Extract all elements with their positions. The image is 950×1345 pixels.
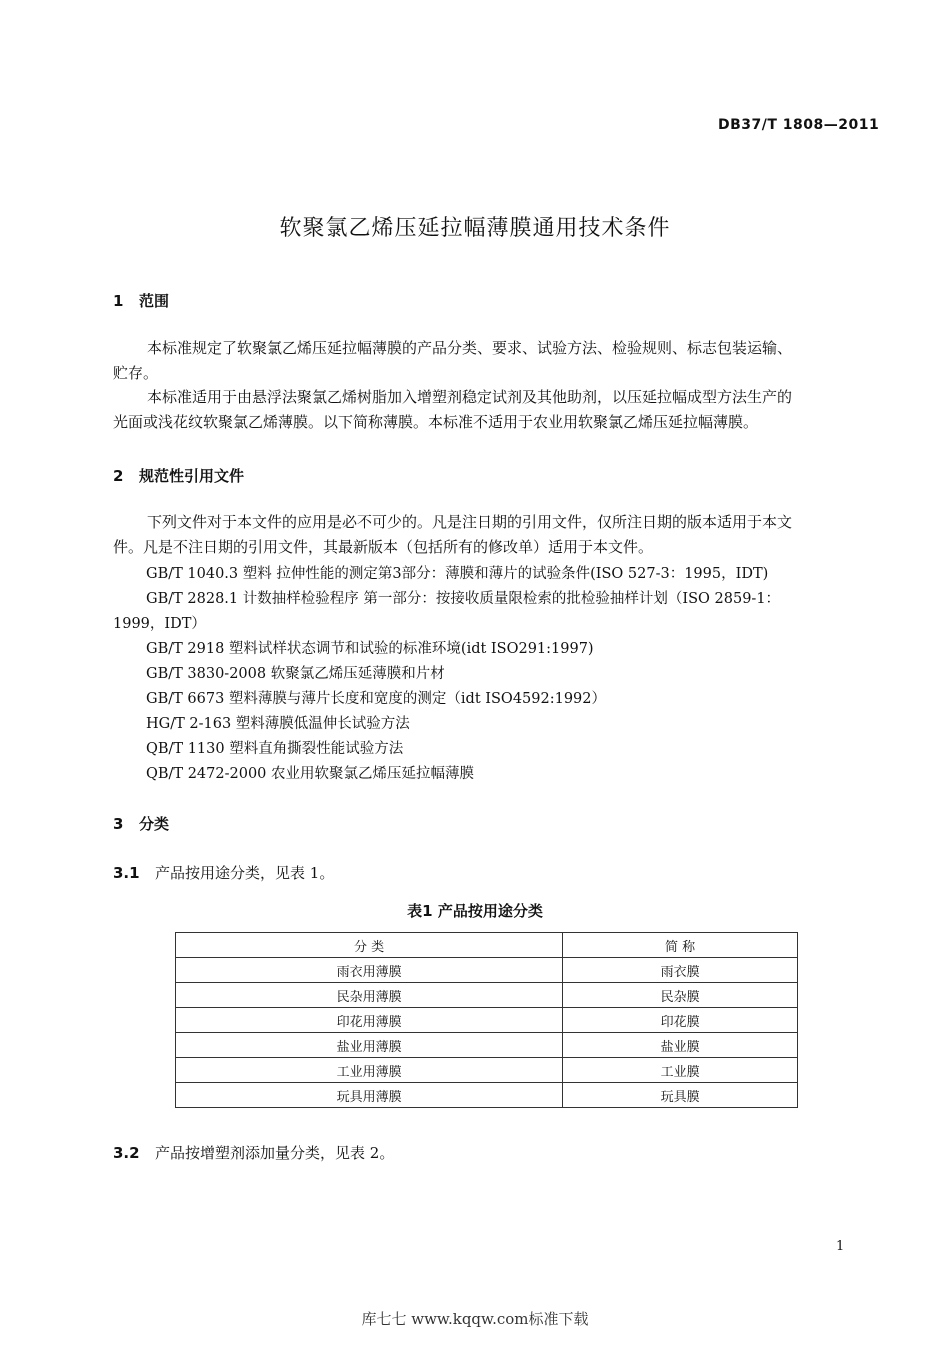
section-title: 范围 <box>139 292 170 310</box>
reference-item: GB/T 2828.1 计数抽样检验程序 第一部分：按接收质量限检索的批检验抽样计划（ISO 2859-1： <box>146 591 781 607</box>
page-number: 1 <box>836 1239 845 1254</box>
table-row <box>176 1008 798 1033</box>
section-number: 2 <box>113 467 124 485</box>
table-row <box>176 1083 798 1108</box>
reference-item: GB/T 2918 塑料试样状态调节和试验的标准环境(idt ISO291:1997) <box>146 641 594 657</box>
table-cell: 雨衣用薄膜 <box>176 958 563 983</box>
table-row <box>176 958 798 983</box>
section-3-heading <box>113 813 169 834</box>
document-title: 软聚氯乙烯压延拉幅薄膜通用技术条件 <box>279 216 671 241</box>
column-header-category: 分 类 <box>176 933 563 958</box>
scope-paragraph-1 <box>113 336 863 386</box>
scope-paragraph-2 <box>113 385 863 435</box>
reference-item-continuation: 1999，IDT） <box>113 616 206 632</box>
reference-item: GB/T 6673 塑料薄膜与薄片长度和宽度的测定（idt ISO4592:1992） <box>146 691 607 707</box>
table-1-caption: 表1 产品按用途分类 <box>407 902 543 920</box>
text-line: 本标准规定了软聚氯乙烯压延拉幅薄膜的产品分类、要求、试验方法、检验规则、标志包装运输、 <box>147 339 793 357</box>
references-intro <box>113 510 863 560</box>
table-cell: 印花用薄膜 <box>176 1008 563 1033</box>
table-cell: 盐业膜 <box>563 1033 798 1058</box>
reference-item: GB/T 3830-2008 软聚氯乙烯压延薄膜和片材 <box>146 666 445 682</box>
table-cell: 盐业用薄膜 <box>176 1033 563 1058</box>
subsection-text: 产品按用途分类，见表 1。 <box>155 864 335 882</box>
text-line: 本标准适用于由悬浮法聚氯乙烯树脂加入增塑剂稳定试剂及其他助剂，以压延拉幅成型方法生产的 <box>147 388 793 406</box>
column-header-short-name: 简 称 <box>563 933 798 958</box>
table-row <box>176 1033 798 1058</box>
table-cell: 工业用薄膜 <box>176 1058 563 1083</box>
table-cell: 民杂膜 <box>563 983 798 1008</box>
classification-table <box>175 932 798 1108</box>
text-line: 下列文件对于本文件的应用是必不可少的。凡是注日期的引用文件，仅所注日期的版本适用于本文 <box>147 513 793 531</box>
section-2-heading <box>113 465 244 486</box>
subsection-text: 产品按增塑剂添加量分类，见表 2。 <box>155 1144 395 1162</box>
text-line: 贮存。 <box>113 364 159 382</box>
table-cell: 玩具用薄膜 <box>176 1083 563 1108</box>
table-header-row <box>176 933 798 958</box>
table-row <box>176 1058 798 1083</box>
table-cell: 工业膜 <box>563 1058 798 1083</box>
reference-item: GB/T 1040.3 塑料 拉伸性能的测定第3部分：薄膜和薄片的试验条件(ISO 527-3：1995，IDT) <box>146 566 769 582</box>
table-cell: 印花膜 <box>563 1008 798 1033</box>
section-title: 分类 <box>139 815 170 833</box>
section-number: 3 <box>113 815 124 833</box>
subsection-3-1 <box>113 862 334 883</box>
footer-watermark: 库七七 www.kqqw.com标准下载 <box>361 1310 589 1328</box>
text-line: 件。凡是不注日期的引用文件，其最新版本（包括所有的修改单）适用于本文件。 <box>113 538 654 556</box>
table-cell: 民杂用薄膜 <box>176 983 563 1008</box>
reference-item: HG/T 2-163 塑料薄膜低温伸长试验方法 <box>146 716 410 732</box>
table-cell: 雨衣膜 <box>563 958 798 983</box>
text-line: 光面或浅花纹软聚氯乙烯薄膜。以下简称薄膜。本标准不适用于农业用软聚氯乙烯压延拉幅薄膜。 <box>113 413 759 431</box>
subsection-3-2 <box>113 1142 394 1163</box>
table-row <box>176 983 798 1008</box>
table-cell: 玩具膜 <box>563 1083 798 1108</box>
subsection-number: 3.1 <box>113 864 140 882</box>
section-title: 规范性引用文件 <box>139 467 245 485</box>
subsection-number: 3.2 <box>113 1144 140 1162</box>
section-number: 1 <box>113 292 124 310</box>
reference-item: QB/T 1130 塑料直角撕裂性能试验方法 <box>146 741 404 757</box>
reference-item: QB/T 2472-2000 农业用软聚氯乙烯压延拉幅薄膜 <box>146 766 475 782</box>
section-1-heading <box>113 290 169 311</box>
standard-code: DB37/T 1808—2011 <box>718 117 880 133</box>
